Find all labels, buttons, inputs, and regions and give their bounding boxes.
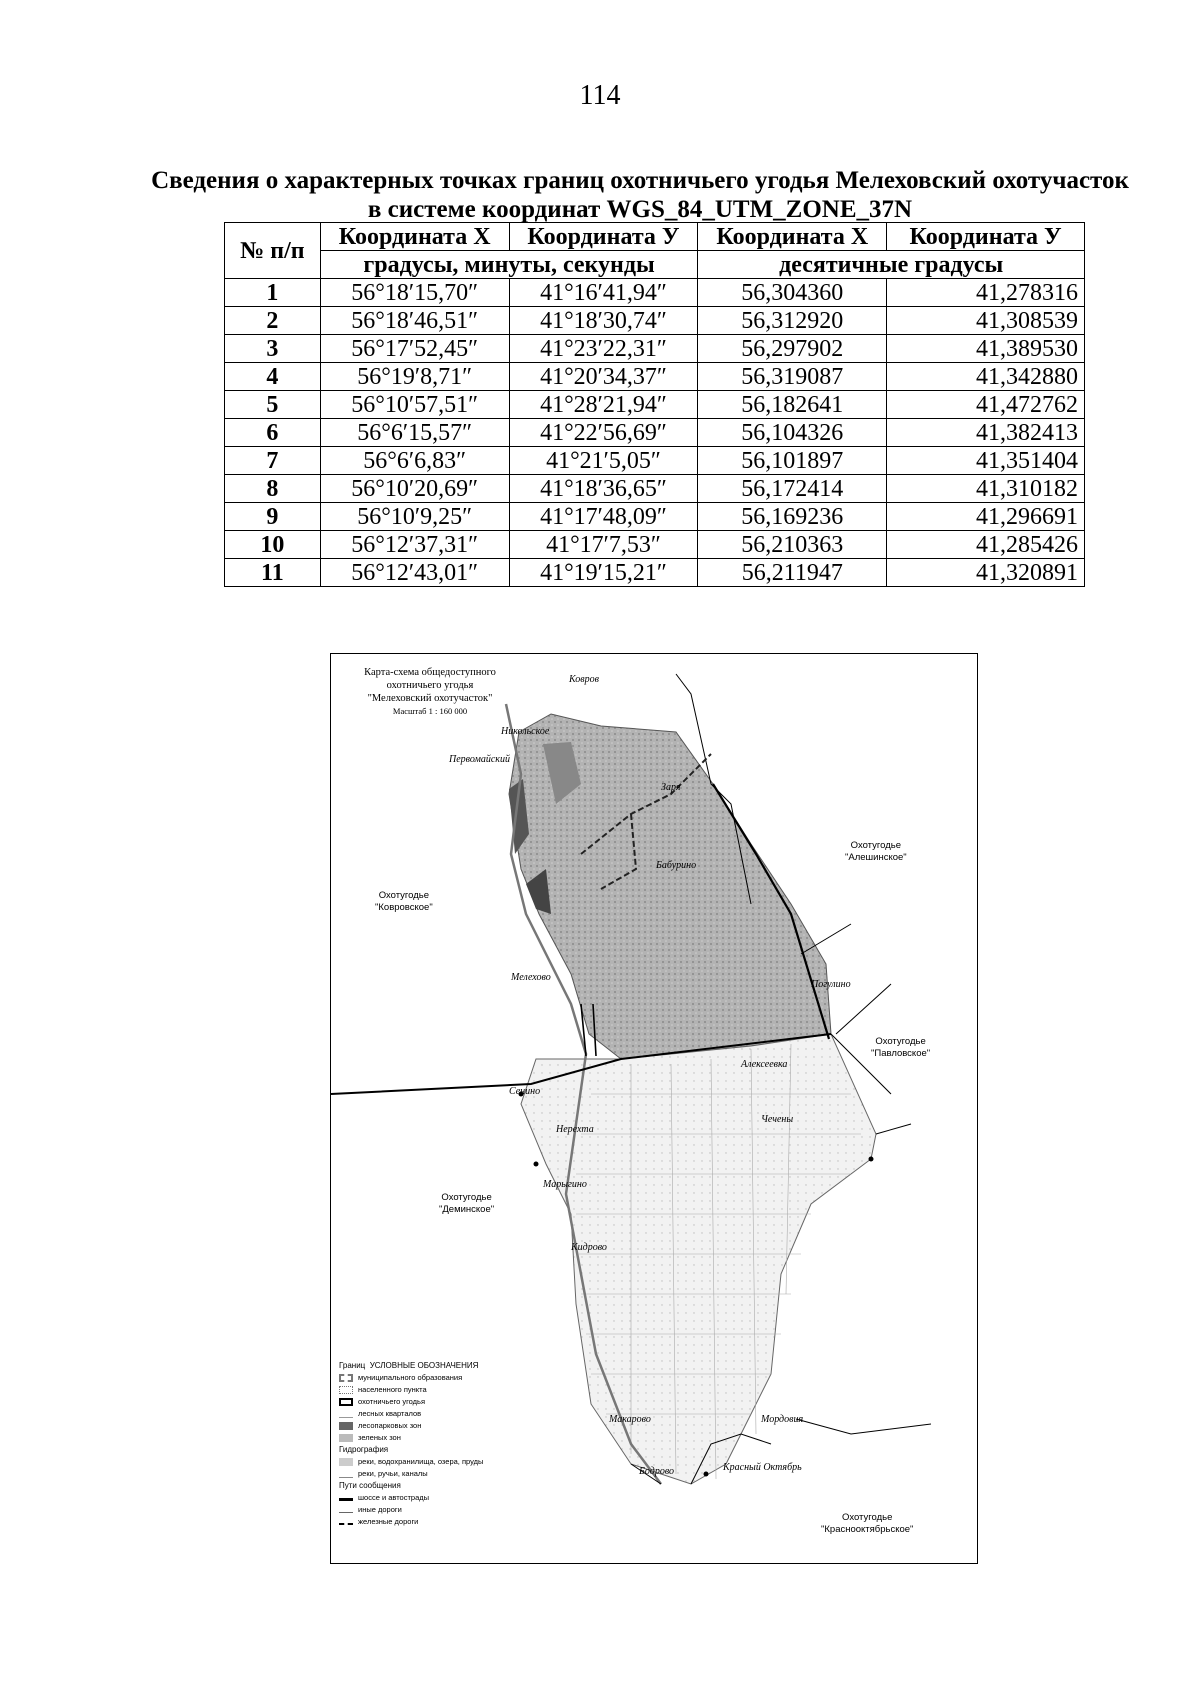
cell-y-dms: 41°20′34,37″ xyxy=(509,363,698,391)
subheader-decimal: десятичные градусы xyxy=(698,251,1085,279)
legend-boundaries-header: Границ xyxy=(339,1361,366,1370)
cell-x-decimal: 56,297902 xyxy=(698,335,887,363)
cell-y-dms: 41°17′48,09″ xyxy=(509,503,698,531)
cell-y-decimal: 41,296691 xyxy=(887,503,1085,531)
document-title xyxy=(150,166,1130,224)
cell-y-dms: 41°16′41,94″ xyxy=(509,279,698,307)
cell-number: 1 xyxy=(225,279,321,307)
neighbor-name: "Алешинское" xyxy=(845,852,907,863)
cell-y-decimal: 41,320891 xyxy=(887,559,1085,587)
legend-item: охотничьего угодья xyxy=(358,1397,426,1406)
legend-item: железные дороги xyxy=(358,1517,419,1526)
neighbor-aleshinskoe xyxy=(845,840,907,864)
cell-y-decimal: 41,472762 xyxy=(887,391,1085,419)
cell-x-decimal: 56,210363 xyxy=(698,531,887,559)
cell-x-dms: 56°10′57,51″ xyxy=(320,391,509,419)
cell-y-decimal: 41,278316 xyxy=(887,279,1085,307)
header-coord-y-dms: Координата У xyxy=(509,223,698,251)
town-melekhovo: Мелехово xyxy=(511,972,551,983)
map-scale: Масштаб 1 : 160 000 xyxy=(392,706,468,716)
cell-y-dms: 41°17′7,53″ xyxy=(509,531,698,559)
town-makarovo: Макарово xyxy=(609,1414,651,1425)
cell-x-dms: 56°6′15,57″ xyxy=(320,419,509,447)
cell-x-dms: 56°12′43,01″ xyxy=(320,559,509,587)
town-marygino: Марыгино xyxy=(543,1179,587,1190)
table-row xyxy=(225,363,1085,391)
legend-swatch xyxy=(339,1398,353,1406)
cell-y-dms: 41°28′21,94″ xyxy=(509,391,698,419)
town-senino: Сенино xyxy=(509,1086,541,1097)
cell-x-decimal: 56,172414 xyxy=(698,475,887,503)
cell-y-dms: 41°22′56,69″ xyxy=(509,419,698,447)
cell-x-dms: 56°18′46,51″ xyxy=(320,307,509,335)
cell-x-dms: 56°19′8,71″ xyxy=(320,363,509,391)
cell-number: 3 xyxy=(225,335,321,363)
map-title-line: "Мелеховский охотучасток" xyxy=(367,693,493,704)
cell-number: 9 xyxy=(225,503,321,531)
legend-title: УСЛОВНЫЕ ОБОЗНАЧЕНИЯ xyxy=(369,1361,479,1370)
town-krasny-oktyabr: Красный Октябрь xyxy=(723,1462,802,1473)
town-pogulino: Погулино xyxy=(811,979,851,990)
map-title-line: Карта-схема общедоступного xyxy=(364,667,496,678)
cell-number: 10 xyxy=(225,531,321,559)
cell-y-dms: 41°23′22,31″ xyxy=(509,335,698,363)
legend-hydro-header: Гидрография xyxy=(339,1445,389,1454)
legend-swatch xyxy=(339,1508,353,1513)
legend-item: лесных кварталов xyxy=(358,1409,422,1418)
neighbor-label: Охотугодье xyxy=(441,1192,492,1203)
town-chechny: Чечены xyxy=(761,1114,794,1125)
map-legend xyxy=(339,1360,539,1528)
cell-number: 5 xyxy=(225,391,321,419)
neighbor-name: "Ковровское" xyxy=(375,902,433,913)
town-kidrovo: Кидрово xyxy=(571,1242,607,1253)
legend-swatch xyxy=(339,1458,353,1466)
hunting-ground-south xyxy=(521,1034,876,1484)
cell-y-decimal: 41,351404 xyxy=(887,447,1085,475)
table-row xyxy=(225,307,1085,335)
neighbor-label: Охотугодье xyxy=(378,890,430,901)
legend-item: реки, ручьи, каналы xyxy=(358,1469,428,1478)
neighbor-deminskoe xyxy=(439,1192,494,1216)
cell-number: 7 xyxy=(225,447,321,475)
cell-y-decimal: 41,342880 xyxy=(887,363,1085,391)
legend-swatch xyxy=(339,1410,353,1418)
header-coord-x-dms: Координата Х xyxy=(320,223,509,251)
town-zarya: Заря xyxy=(661,782,681,793)
header-coord-x-dec: Координата Х xyxy=(698,223,887,251)
cell-x-decimal: 56,211947 xyxy=(698,559,887,587)
legend-item: шоссе и автострады xyxy=(358,1493,430,1502)
cell-x-decimal: 56,104326 xyxy=(698,419,887,447)
legend-item: зеленых зон xyxy=(358,1433,401,1442)
map-scheme xyxy=(330,653,978,1564)
cell-y-decimal: 41,308539 xyxy=(887,307,1085,335)
neighbor-label: Охотугодье xyxy=(850,840,901,851)
legend-swatch xyxy=(339,1520,353,1525)
table-row xyxy=(225,447,1085,475)
cell-y-dms: 41°19′15,21″ xyxy=(509,559,698,587)
cell-x-dms: 56°17′52,45″ xyxy=(320,335,509,363)
cell-y-dms: 41°18′30,74″ xyxy=(509,307,698,335)
table-row xyxy=(225,503,1085,531)
legend-item: муниципального образования xyxy=(358,1373,463,1382)
table-row xyxy=(225,335,1085,363)
legend-item: иные дороги xyxy=(358,1505,402,1514)
page-number: 114 xyxy=(579,80,621,111)
town-pervomaysky: Первомайский xyxy=(449,754,510,765)
neighbor-kovrovskoe xyxy=(375,890,433,914)
cell-number: 4 xyxy=(225,363,321,391)
town-nerekhta: Нерехта xyxy=(556,1124,594,1135)
cell-x-decimal: 56,304360 xyxy=(698,279,887,307)
table-row xyxy=(225,475,1085,503)
table-row xyxy=(225,279,1085,307)
neighbor-name: "Деминское" xyxy=(439,1204,495,1215)
neighbor-krasnooktyabrskoe xyxy=(821,1512,913,1536)
title-line-2: в системе координат WGS_84_UTM_ZONE_37N xyxy=(367,196,913,223)
table-subheader-row xyxy=(225,251,1085,279)
town-kovrov: Ковров xyxy=(569,674,599,685)
table-body xyxy=(225,279,1085,587)
cell-x-dms: 56°12′37,31″ xyxy=(320,531,509,559)
cell-y-decimal: 41,389530 xyxy=(887,335,1085,363)
legend-swatch xyxy=(339,1422,353,1430)
cell-y-dms: 41°18′36,65″ xyxy=(509,475,698,503)
cell-x-decimal: 56,101897 xyxy=(698,447,887,475)
map-title xyxy=(345,666,515,718)
legend-swatch xyxy=(339,1470,353,1478)
title-line-1: Сведения о характерных точках границ охотничьего угодья Мелеховский охотучасток xyxy=(151,167,1129,194)
map-title-line: охотничьего угодья xyxy=(386,680,474,691)
table-header-row xyxy=(225,223,1085,251)
town-baburino: Бабурино xyxy=(656,860,697,871)
table-row xyxy=(225,419,1085,447)
legend-item: лесопарковых зон xyxy=(358,1421,422,1430)
cell-number: 8 xyxy=(225,475,321,503)
cell-x-decimal: 56,312920 xyxy=(698,307,887,335)
legend-roads-header: Пути сообщения xyxy=(339,1481,401,1490)
legend-item: населенного пункта xyxy=(358,1385,427,1394)
table-row xyxy=(225,531,1085,559)
cell-x-dms: 56°6′6,83″ xyxy=(320,447,509,475)
town-mordovo: Мордовия xyxy=(761,1414,804,1425)
cell-number: 11 xyxy=(225,559,321,587)
neighbor-label: Охотугодье xyxy=(875,1036,926,1047)
cell-x-dms: 56°10′9,25″ xyxy=(320,503,509,531)
cell-y-decimal: 41,382413 xyxy=(887,419,1085,447)
neighbor-label: Охотугодье xyxy=(842,1512,893,1523)
legend-swatch xyxy=(339,1496,353,1501)
cell-x-decimal: 56,169236 xyxy=(698,503,887,531)
header-coord-y-dec: Координата У xyxy=(887,223,1085,251)
cell-number: 2 xyxy=(225,307,321,335)
legend-swatch xyxy=(339,1374,353,1382)
cell-y-dms: 41°21′5,05″ xyxy=(509,447,698,475)
coordinates-table xyxy=(224,222,1085,587)
town-alekseevka: Алексеевка xyxy=(741,1059,788,1070)
table-row xyxy=(225,559,1085,587)
cell-y-decimal: 41,310182 xyxy=(887,475,1085,503)
cell-number: 6 xyxy=(225,419,321,447)
town-nikolskoe: Никольское xyxy=(501,726,550,737)
table-row xyxy=(225,391,1085,419)
neighbor-name: "Красноoктябрьское" xyxy=(821,1524,914,1535)
cell-x-decimal: 56,182641 xyxy=(698,391,887,419)
town-bodrovo: Бодрово xyxy=(639,1466,675,1477)
legend-item: реки, водохранилища, озера, пруды xyxy=(358,1457,484,1466)
legend-swatch xyxy=(339,1434,353,1442)
neighbor-name: "Павловское" xyxy=(871,1048,931,1059)
legend-swatch xyxy=(339,1386,353,1394)
cell-x-dms: 56°10′20,69″ xyxy=(320,475,509,503)
cell-x-dms: 56°18′15,70″ xyxy=(320,279,509,307)
cell-x-decimal: 56,319087 xyxy=(698,363,887,391)
neighbor-pavlovskoe xyxy=(871,1036,930,1060)
subheader-dms: градусы, минуты, секунды xyxy=(320,251,698,279)
cell-y-decimal: 41,285426 xyxy=(887,531,1085,559)
header-number: № п/п xyxy=(225,223,321,279)
